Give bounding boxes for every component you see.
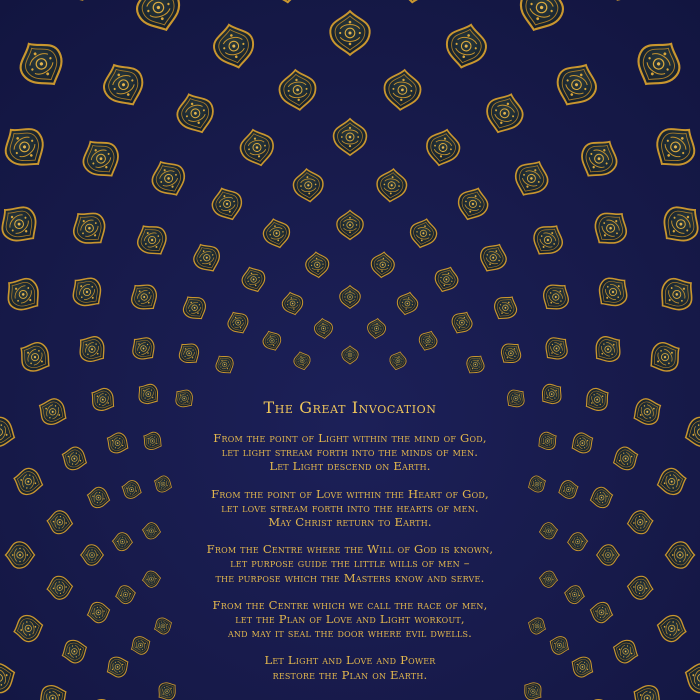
arabesque-tile bbox=[580, 694, 614, 700]
arabesque-tile bbox=[626, 575, 654, 601]
arabesque-tile bbox=[261, 0, 309, 4]
arabesque-tile bbox=[514, 0, 570, 37]
arabesque-tile bbox=[313, 318, 333, 340]
arabesque-tile bbox=[103, 653, 132, 681]
stanza-line: From the Centre where the Will of God is known, bbox=[206, 542, 494, 557]
arabesque-tile bbox=[133, 379, 164, 409]
arabesque-tile bbox=[382, 68, 422, 112]
arabesque-tile bbox=[334, 119, 367, 155]
arabesque-tile bbox=[130, 0, 186, 37]
arabesque-tile bbox=[11, 612, 45, 644]
arabesque-tile bbox=[586, 204, 634, 253]
arabesque-tile bbox=[556, 478, 580, 501]
arabesque-tile bbox=[597, 545, 620, 566]
arabesque-tile bbox=[172, 88, 219, 138]
arabesque-tile bbox=[454, 184, 493, 225]
arabesque-tile bbox=[11, 466, 45, 498]
arabesque-tile bbox=[448, 308, 476, 337]
arabesque-tile bbox=[0, 270, 48, 318]
arabesque-tile bbox=[96, 56, 150, 112]
arabesque-tile bbox=[212, 351, 238, 378]
arabesque-tile bbox=[65, 270, 109, 314]
arabesque-tile bbox=[5, 542, 34, 568]
arabesque-tile bbox=[59, 444, 91, 474]
arabesque-tile bbox=[146, 155, 191, 202]
arabesque-tile bbox=[534, 428, 560, 454]
arabesque-tile bbox=[654, 197, 700, 251]
arabesque-tile bbox=[174, 338, 204, 369]
invocation-text-panel bbox=[165, 388, 535, 695]
arabesque-tile bbox=[597, 0, 660, 10]
arabesque-tile bbox=[86, 383, 120, 416]
arabesque-tile bbox=[224, 308, 252, 337]
arabesque-tile bbox=[131, 218, 173, 261]
arabesque-tile bbox=[580, 383, 614, 416]
arabesque-tile bbox=[681, 413, 700, 452]
arabesque-tile bbox=[588, 600, 615, 625]
arabesque-tile bbox=[655, 612, 689, 644]
arabesque-tile bbox=[75, 132, 127, 185]
arabesque-tile bbox=[489, 291, 522, 325]
arabesque-tile bbox=[681, 659, 700, 698]
arabesque-tile bbox=[34, 680, 72, 700]
arabesque-tile bbox=[340, 286, 361, 309]
arabesque-tile bbox=[72, 330, 111, 369]
arabesque-tile bbox=[573, 132, 625, 185]
arabesque-tile bbox=[628, 680, 666, 700]
arabesque-tile bbox=[588, 485, 615, 510]
arabesque-tile bbox=[46, 575, 74, 601]
arabesque-tile bbox=[280, 290, 305, 317]
arabesque-tile bbox=[237, 126, 277, 169]
arabesque-tile bbox=[370, 251, 396, 279]
arabesque-tile bbox=[103, 429, 132, 457]
arabesque-tile bbox=[292, 350, 312, 372]
arabesque-tile bbox=[568, 653, 597, 681]
arabesque-tile bbox=[112, 532, 133, 551]
arabesque-tile bbox=[388, 350, 408, 372]
arabesque-tile bbox=[496, 338, 526, 369]
arabesque-tile bbox=[442, 20, 490, 71]
arabesque-tile bbox=[85, 485, 112, 510]
arabesque-tile bbox=[536, 277, 575, 316]
arabesque-tile bbox=[549, 56, 603, 112]
arabesque-tile bbox=[178, 291, 211, 325]
stanza-1 bbox=[165, 431, 535, 474]
stanza-3 bbox=[165, 542, 535, 585]
arabesque-tile bbox=[292, 167, 325, 203]
arabesque-tile bbox=[665, 542, 694, 568]
arabesque-tile bbox=[626, 509, 654, 535]
stanza-line: let light stream forth into the minds of men. bbox=[221, 445, 479, 460]
arabesque-tile bbox=[189, 239, 225, 277]
arabesque-tile bbox=[547, 633, 573, 657]
arabesque-tile bbox=[610, 444, 642, 474]
arabesque-tile bbox=[85, 600, 112, 625]
arabesque-tile bbox=[0, 413, 19, 452]
arabesque-tile bbox=[643, 336, 686, 378]
stanza-line: Let Light and Love and Power bbox=[264, 653, 436, 668]
arabesque-tile bbox=[65, 204, 113, 253]
arabesque-tile bbox=[0, 197, 46, 251]
arabesque-tile bbox=[416, 328, 440, 353]
stanza-line: let the Plan of Love and Light workout, bbox=[235, 612, 465, 627]
arabesque-tile bbox=[646, 118, 700, 177]
stanza-line: From the Centre which we call the race of men, bbox=[212, 597, 488, 612]
arabesque-tile bbox=[126, 331, 160, 365]
stanza-line: let purpose guide the little wills of men – bbox=[230, 556, 470, 571]
stanza-line: the purpose which the Masters know and serve. bbox=[215, 570, 485, 585]
arabesque-tile bbox=[610, 636, 642, 666]
arabesque-tile bbox=[261, 216, 293, 250]
arabesque-tile bbox=[527, 218, 569, 261]
arabesque-tile bbox=[0, 659, 19, 698]
arabesque-tile bbox=[139, 428, 165, 454]
arabesque-tile bbox=[114, 584, 137, 605]
stanza-line: and may it seal the door where evil dwells. bbox=[227, 626, 473, 641]
arabesque-tile bbox=[260, 328, 284, 353]
arabesque-tile bbox=[208, 184, 247, 225]
arabesque-tile bbox=[538, 522, 558, 540]
stanza-5 bbox=[165, 653, 535, 681]
arabesque-tile bbox=[304, 251, 330, 279]
arabesque-tile bbox=[277, 68, 317, 112]
arabesque-tile bbox=[567, 532, 588, 551]
arabesque-tile bbox=[40, 0, 103, 10]
arabesque-tile bbox=[81, 545, 104, 566]
arabesque-tile bbox=[141, 570, 161, 588]
arabesque-tile bbox=[538, 570, 558, 588]
stanza-line: Let Light descend on Earth. bbox=[269, 459, 431, 474]
arabesque-tile bbox=[563, 584, 586, 605]
arabesque-tile bbox=[11, 33, 72, 96]
arabesque-tile bbox=[86, 694, 120, 700]
arabesque-tile bbox=[655, 466, 689, 498]
arabesque-tile bbox=[59, 636, 91, 666]
stanza-line: From the point of Love within the Heart of God, bbox=[211, 486, 489, 501]
arabesque-tile bbox=[119, 478, 143, 501]
arabesque-tile bbox=[481, 88, 528, 138]
arabesque-tile bbox=[588, 330, 627, 369]
arabesque-tile bbox=[125, 277, 164, 316]
stanza-line: May Christ return to Earth. bbox=[268, 515, 432, 530]
arabesque-tile bbox=[652, 270, 700, 318]
arabesque-tile bbox=[536, 379, 567, 409]
arabesque-tile bbox=[239, 264, 269, 296]
arabesque-tile bbox=[128, 633, 154, 657]
arabesque-tile bbox=[210, 20, 258, 71]
arabesque-tile bbox=[431, 264, 461, 296]
arabesque-tile bbox=[462, 351, 488, 378]
poster-title: The Great Invocation bbox=[263, 398, 437, 417]
arabesque-tile bbox=[366, 318, 386, 340]
arabesque-tile bbox=[330, 11, 369, 55]
arabesque-tile bbox=[0, 118, 54, 177]
stanza-line: let love stream forth into the hearts of men. bbox=[221, 500, 479, 515]
arabesque-tile bbox=[509, 155, 554, 202]
stanza-line: From the point of Light within the mind of God, bbox=[213, 431, 487, 445]
arabesque-tile bbox=[34, 394, 72, 430]
arabesque-tile bbox=[407, 216, 439, 250]
arabesque-tile bbox=[475, 239, 511, 277]
arabesque-tile bbox=[568, 429, 597, 457]
stanza-line: restore the Plan on Earth. bbox=[272, 667, 428, 682]
arabesque-tile bbox=[391, 0, 439, 4]
arabesque-tile bbox=[46, 509, 74, 535]
stanza-4 bbox=[165, 598, 535, 641]
stanza-2 bbox=[165, 487, 535, 530]
arabesque-tile bbox=[539, 331, 573, 365]
arabesque-tile bbox=[423, 126, 463, 169]
arabesque-tile bbox=[13, 336, 56, 378]
arabesque-tile bbox=[141, 522, 161, 540]
arabesque-tile bbox=[591, 270, 635, 314]
arabesque-tile bbox=[375, 167, 408, 203]
arabesque-tile bbox=[337, 210, 363, 239]
arabesque-tile bbox=[628, 394, 666, 430]
arabesque-tile bbox=[395, 290, 420, 317]
arabesque-tile bbox=[628, 33, 689, 96]
arabesque-tile bbox=[342, 346, 358, 364]
